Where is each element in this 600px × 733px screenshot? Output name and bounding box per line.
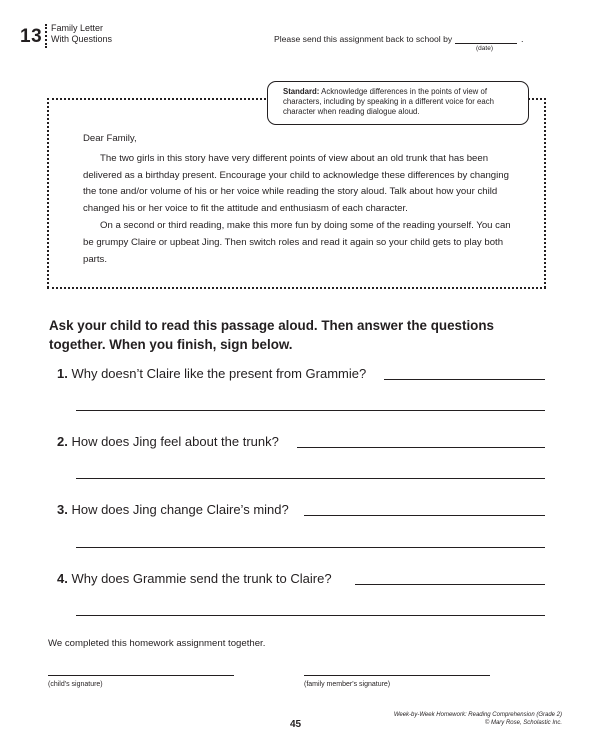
question-3-number: 3.: [57, 502, 68, 517]
question-1: [57, 366, 366, 381]
unit-title-line1: Family Letter: [51, 23, 104, 33]
unit-separator: [45, 24, 47, 48]
footer-credit: [382, 712, 562, 727]
unit-title-line2: With Questions: [51, 33, 113, 44]
send-back-text: Please send this assignment back to school by: [274, 34, 453, 44]
question-1-text: Why doesn’t Claire like the present from Grammie?: [67, 366, 367, 381]
family-letter: [83, 131, 523, 268]
question-2: [57, 434, 279, 449]
answer-3-line-2[interactable]: [76, 547, 545, 548]
answer-1-line-1[interactable]: [384, 379, 545, 380]
standard-text: Acknowledge differences in the points of view of characters, including by speaking in a different voice for each character when reading dialogue aloud.: [283, 87, 494, 117]
standard-label: Standard:: [283, 87, 320, 96]
instructions: Ask your child to read this passage aloud. Then answer the questions together. When you finish, sign below.: [49, 318, 494, 352]
page-number: 45: [290, 719, 302, 730]
family-signature-label: (family member's signature): [304, 681, 391, 688]
unit-title: [51, 23, 112, 44]
family-signature-line[interactable]: [304, 675, 490, 676]
question-3: [57, 502, 289, 517]
standard-box: [267, 81, 529, 125]
answer-2-line-1[interactable]: [297, 447, 545, 448]
question-1-number: 1.: [57, 366, 68, 381]
letter-salutation: Dear Family,: [83, 133, 137, 144]
question-4-text: Why does Grammie send the trunk to Claire?: [67, 571, 332, 586]
question-3-text: How does Jing change Claire’s mind?: [67, 502, 289, 517]
letter-border-bottom: [47, 287, 546, 289]
footer-credit-line2: © Mary Rose, Scholastic Inc.: [484, 719, 562, 726]
child-signature-line[interactable]: [48, 675, 234, 676]
date-period: .: [521, 34, 524, 44]
answer-3-line-1[interactable]: [304, 515, 545, 516]
letter-border-right: [544, 98, 546, 288]
footer-credit-line1: Week-by-Week Homework: Reading Comprehension (Grade 2): [393, 712, 562, 718]
unit-number: 13: [20, 26, 43, 47]
completion-statement: We completed this homework assignment together.: [48, 638, 266, 649]
answer-4-line-2[interactable]: [76, 615, 545, 616]
question-2-number: 2.: [57, 434, 68, 449]
child-signature-label: (child's signature): [48, 681, 103, 688]
letter-paragraph-1: The two girls in this story have very different points of view about an old trunk that has been delivered as a birthday present. Encourage your child to acknowledge these differences by changing the tone and/or volume of his or her voice while reading the story aloud. Talk about how your child changed his or her voice to fit the attitude and enthusiasm of each character.: [83, 152, 509, 215]
question-2-text: How does Jing feel about the trunk?: [67, 434, 279, 449]
letter-border-left: [47, 98, 49, 288]
answer-4-line-1[interactable]: [355, 584, 545, 585]
answer-1-line-2[interactable]: [76, 410, 545, 411]
date-field[interactable]: [455, 43, 517, 44]
question-4-number: 4.: [57, 571, 68, 586]
answer-2-line-2[interactable]: [76, 478, 545, 479]
question-4: [57, 571, 332, 586]
letter-paragraph-2: On a second or third reading, make this more fun by doing some of the reading yourself. You can be grumpy Claire or upbeat Jing. Then switch roles and read it again so your child gets to play both parts.: [83, 219, 511, 265]
date-label: (date): [476, 45, 493, 52]
